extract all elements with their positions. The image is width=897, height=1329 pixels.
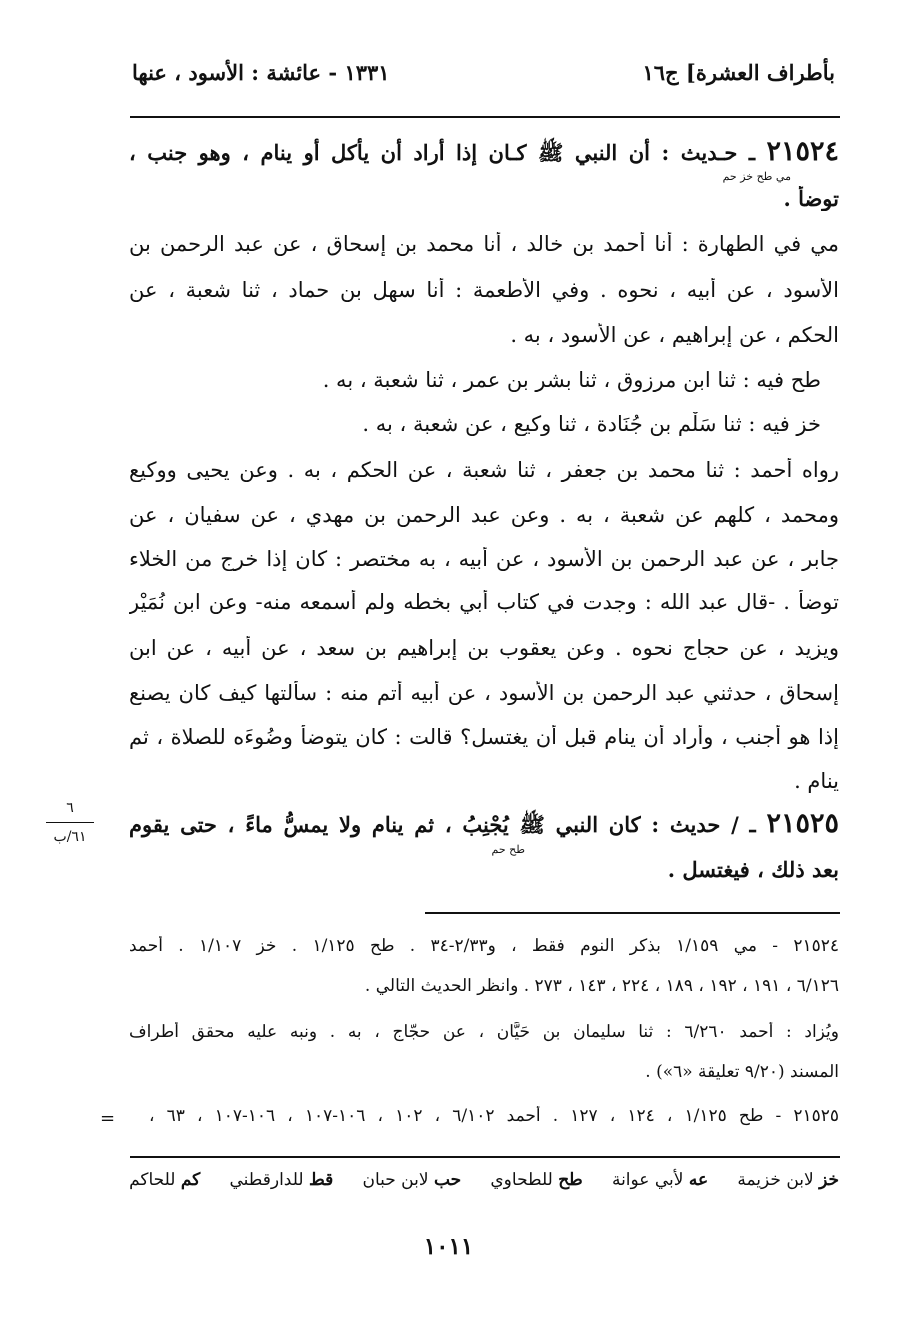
footnote-line: ويُزاد : أحمد ٦/٢٦٠ : ثنا سليمان بن حَيَّان ، عن حجّاج ، به . ونبه عليه محقق أطراف	[129, 1022, 839, 1042]
abbreviation-item: قط للدارقطني	[229, 1170, 334, 1190]
header-section-title: ١٣٣١ - عائشة : الأسود ، عنها	[132, 60, 390, 85]
page-number: ١٠١١	[423, 1233, 474, 1260]
header-book-title: بأطراف العشرة] ج١٦	[642, 60, 835, 85]
hadith-codes-1: مي طح خز حم	[722, 170, 791, 183]
abbreviation-item: عه لأبي عوانة	[611, 1170, 709, 1190]
hadith-heading-2	[129, 808, 839, 843]
body-line: مي في الطهارة : أنا أحمد بن خالد ، أنا محمد بن إسحاق ، عن عبد الرحمن بن	[129, 232, 839, 256]
body-line: ويزيد ، عن حجاج نحوه . وعن يعقوب بن إبراهيم بن سعد ، عن أبيه ، عن ابن	[129, 636, 839, 660]
abbreviation-item: طح للطحاوي	[490, 1170, 583, 1190]
hadith-number-2: ٢١٥٢٥	[766, 808, 839, 839]
hadith-text-1: ـ حـديث : أن النبي ﷺ كـان إذا أراد أن يأكل أو ينام ، وهو جنب ،	[129, 140, 755, 165]
hadith-text-2: ـ / حديث : كان النبي ﷺ يُجْنِبُ ، ثم ينام ولا يمسُّ ماءً ، حتى يقوم	[129, 812, 756, 837]
body-line: ومحمد ، كلهم عن شعبة ، به . وعن عبد الرحمن بن مهدي ، عن سفيان ، عن	[129, 503, 839, 527]
abbreviation-item: كم للحاكم	[129, 1170, 201, 1190]
footnote-line: المسند (٩/٢٠ تعليقة «٦») .	[645, 1062, 839, 1082]
abbreviations-rule	[130, 1156, 840, 1158]
body-line: جابر ، عن عبد الرحمن بن الأسود ، عن أبيه ، به مختصر : كان إذا خرج من الخلاء	[129, 547, 839, 571]
body-line: رواه أحمد : ثنا محمد بن جعفر ، ثنا شعبة ، عن الحكم ، به . وعن يحيى ووكيع	[129, 458, 839, 482]
margin-note-top: ٦	[66, 800, 74, 816]
body-line: إذا هو أجنب ، وأراد أن ينام قبل أن يغتسل؟ قالت : كان يتوضأُ وضُوءَه للصلاة ، ثم	[129, 725, 839, 749]
abbreviation-item: خز لابن خزيمة	[737, 1170, 839, 1190]
hadith-heading-1	[129, 136, 839, 171]
footnote-rule	[425, 912, 840, 914]
hadith-codes-2: طح حم	[491, 843, 525, 856]
footnote-line: ٢١٥٢٥ - طح ١/١٢٥ ، ١٢٤ ، ١٢٧ . أحمد ٦/١٠٢ ، ١٠٢ ، ١٠٦-١٠٧ ، ١٠٦-١٠٧ ، ٦٣ ،	[149, 1106, 839, 1126]
hadith-heading-2-cont: بعد ذلك ، فيغتسل .	[667, 857, 839, 882]
body-line: طح فيه : ثنا ابن مرزوق ، ثنا بشر بن عمر ، ثنا شعبة ، به .	[322, 368, 821, 392]
body-line: خز فيه : ثنا سَلْم بن جُنَادة ، ثنا وكيع ، عن شعبة ، به .	[362, 412, 821, 436]
hadith-heading-1-cont: توضأ .	[783, 186, 839, 211]
body-line: توضأ . -قال عبد الله : وجدت في كتاب أبي بخطه ولم أسمعه منه- وعن ابن نُمَيْر	[129, 590, 839, 614]
body-line: الحكم ، عن إبراهيم ، عن الأسود ، به .	[510, 323, 839, 347]
margin-note-divider	[46, 822, 94, 823]
header-rule	[130, 116, 840, 118]
body-line: ينام .	[794, 769, 839, 793]
body-line: إسحاق ، حدثني عبد الرحمن بن الأسود ، عن أبيه أتم منه : سألتها كيف كان يصنع	[129, 681, 839, 705]
margin-note-bottom: ٦١/ب	[53, 829, 87, 845]
margin-folio-note	[40, 800, 100, 845]
abbreviation-item: حب لابن حبان	[362, 1170, 462, 1190]
body-line: الأسود ، عن أبيه ، نحوه . وفي الأطعمة : أنا سهل بن حماد ، ثنا شعبة ، عن	[129, 278, 839, 302]
continuation-mark: =	[100, 1108, 116, 1129]
footnote-line: ٦/١٢٦ ، ١٩١ ، ١٩٢ ، ١٨٩ ، ٢٢٤ ، ١٤٣ ، ٢٧٣ . وانظر الحديث التالي .	[364, 976, 839, 996]
abbreviations-legend	[129, 1170, 839, 1190]
footnote-line: ٢١٥٢٤ - مي ١/١٥٩ بذكر النوم فقط ، و٢/٣٣-٣٤ . طح ١/١٢٥ . خز ١/١٠٧ . أحمد	[129, 936, 839, 956]
hadith-number-1: ٢١٥٢٤	[766, 136, 839, 167]
